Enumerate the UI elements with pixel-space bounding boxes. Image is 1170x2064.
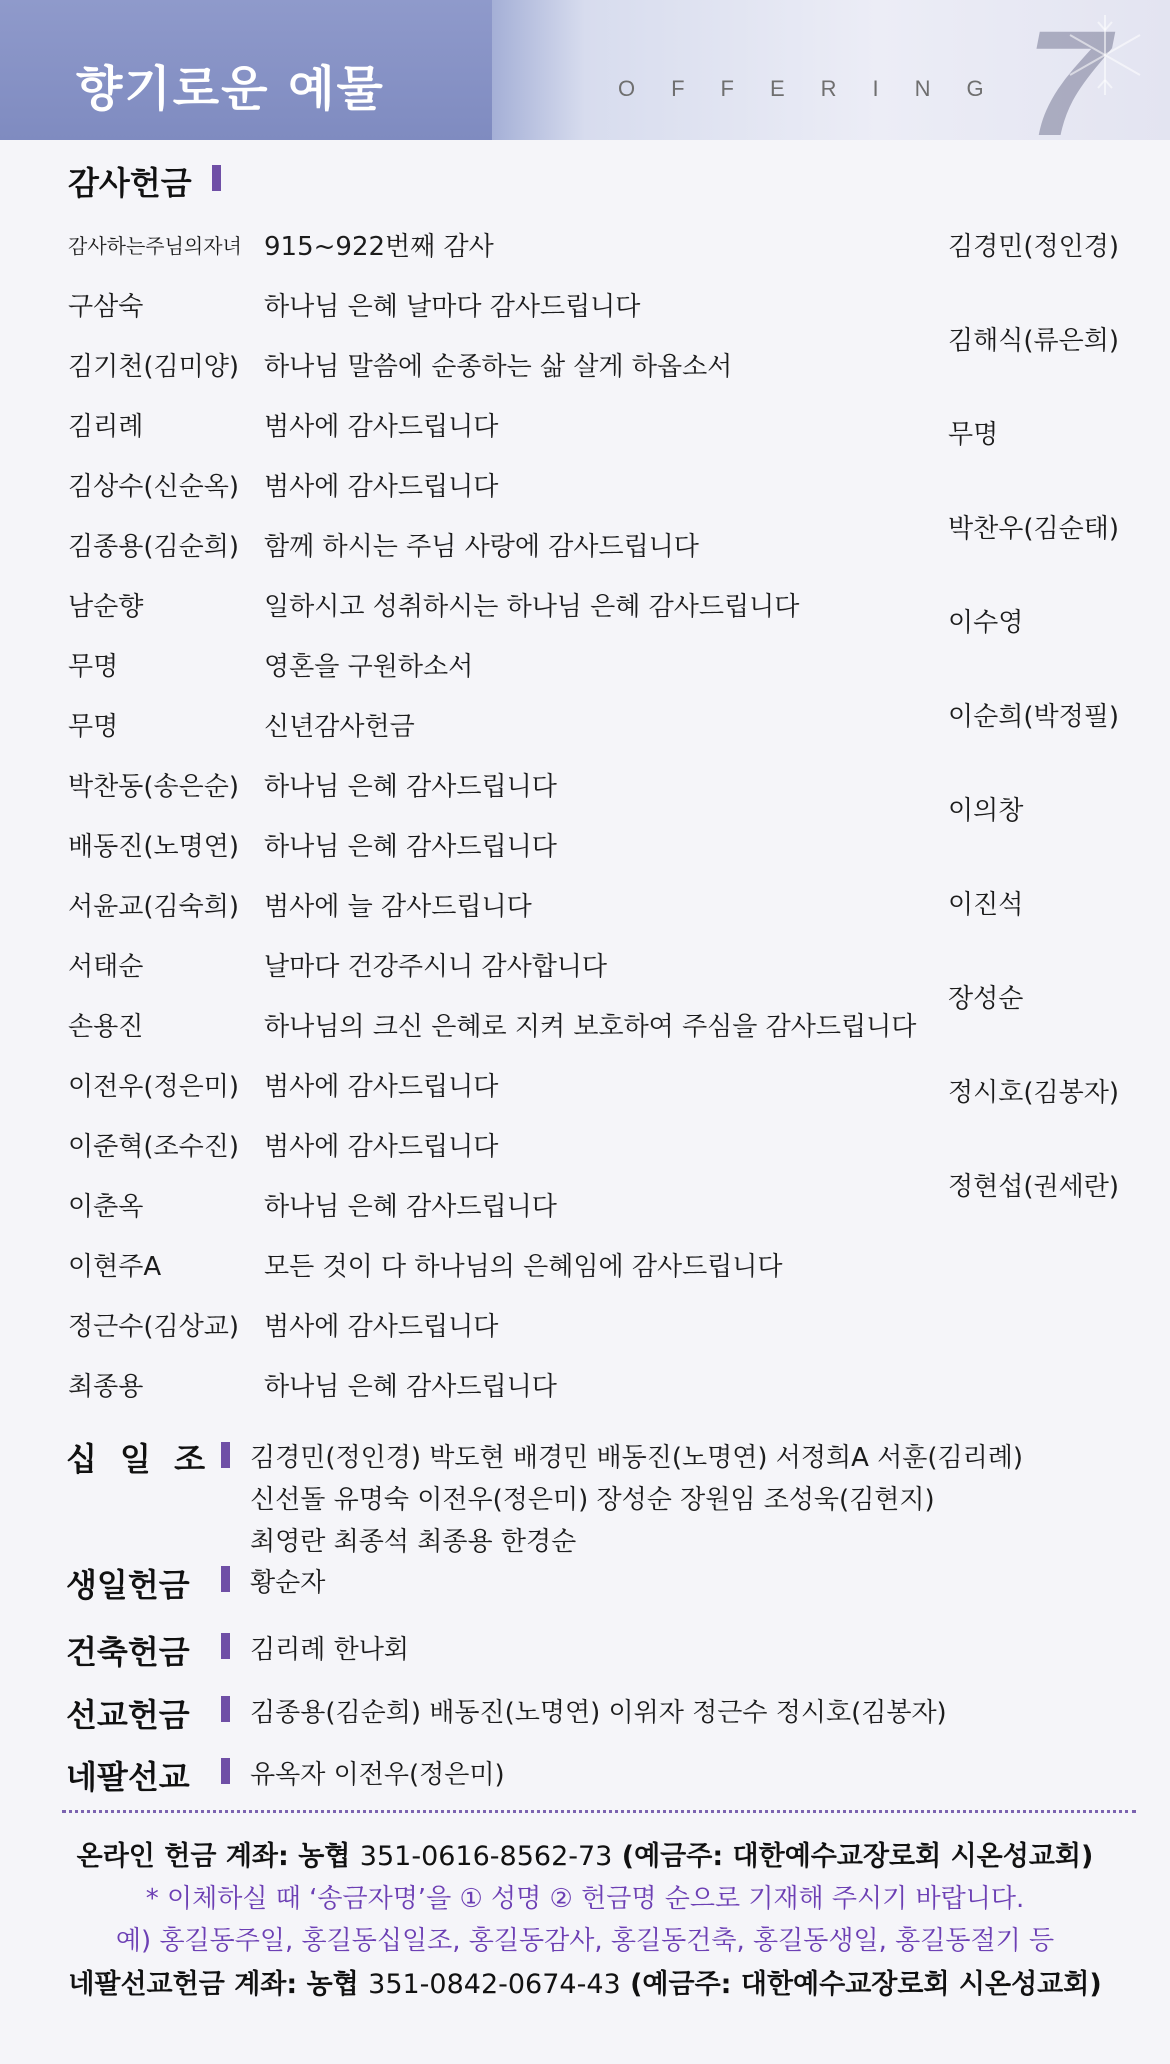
tithe-section-title: 십 일 조 bbox=[66, 1440, 212, 1478]
thanks-right-name: 정시호(김봉자) bbox=[948, 1078, 1119, 1108]
offering-label: OFFERING bbox=[618, 76, 1020, 101]
thanks-row-name: 남순향 bbox=[68, 592, 144, 622]
nepal-account-label: 네팔선교헌금 계좌: 농협 bbox=[68, 1969, 359, 2000]
nepal-account-number: 351-0842-0674-43 bbox=[368, 1969, 621, 2000]
snowflake-icon bbox=[1060, 10, 1150, 100]
thanks-row-message: 범사에 감사드립니다 bbox=[264, 472, 499, 502]
thanks-right-name: 이의창 bbox=[948, 796, 1024, 826]
thanks-row-name: 김기천(김미양) bbox=[68, 352, 239, 382]
thanks-row-name: 정근수(김상교) bbox=[68, 1312, 239, 1342]
nepal-names: 유옥자 이전우(정은미) bbox=[250, 1760, 505, 1790]
thanks-right-name: 정현섭(권세란) bbox=[948, 1172, 1119, 1202]
thanks-row-name: 최종용 bbox=[68, 1372, 144, 1402]
thanks-row-name: 김리례 bbox=[68, 412, 144, 442]
online-account-holder: (예금주: 대한예수교장로회 시온성교회) bbox=[621, 1841, 1094, 1872]
thanks-row-name: 서윤교(김숙희) bbox=[68, 892, 239, 922]
thanks-row-message: 범사에 감사드립니다 bbox=[264, 1072, 499, 1102]
thanks-row-message: 하나님 은혜 감사드립니다 bbox=[264, 832, 557, 862]
thanks-row-message: 날마다 건강주시니 감사합니다 bbox=[264, 952, 608, 982]
nepal-title-bar bbox=[221, 1758, 230, 1784]
thanks-row-name: 서태순 bbox=[68, 952, 144, 982]
thanks-row-name: 무명 bbox=[68, 652, 119, 682]
thanks-right-name: 김해식(류은희) bbox=[948, 326, 1119, 356]
thanks-row-message: 범사에 늘 감사드립니다 bbox=[264, 892, 532, 922]
thanks-right-name: 김경민(정인경) bbox=[948, 232, 1119, 262]
thanks-row-name: 이춘옥 bbox=[68, 1192, 144, 1222]
divider bbox=[62, 1810, 1136, 1813]
thanks-title-bar bbox=[212, 165, 221, 191]
birthday-section-title: 생일헌금 bbox=[66, 1566, 190, 1604]
thanks-row-message: 하나님 말씀에 순종하는 삶 살게 하옵소서 bbox=[264, 352, 733, 382]
thanks-row-message: 영혼을 구원하소서 bbox=[264, 652, 474, 682]
page-title: 향기로운 예물 bbox=[76, 61, 385, 117]
transfer-note: * 이체하실 때 ‘송금자명’을 ① 성명 ② 헌금명 순으로 기재해 주시기 바랍니다. bbox=[145, 1884, 1025, 1914]
thanks-row-message: 하나님의 크신 은혜로 지켜 보호하여 주심을 감사드립니다 bbox=[264, 1012, 917, 1042]
thanks-row-message: 하나님 은혜 감사드립니다 bbox=[264, 772, 557, 802]
online-account-number: 351-0616-8562-73 bbox=[359, 1841, 613, 1872]
thanks-row-message: 신년감사헌금 bbox=[264, 712, 415, 742]
thanks-row-message: 범사에 감사드립니다 bbox=[264, 412, 499, 442]
building-section-title: 건축헌금 bbox=[66, 1633, 190, 1671]
thanks-row-name: 이전우(정은미) bbox=[68, 1072, 239, 1102]
online-account-line bbox=[0, 1834, 1170, 1873]
transfer-example: 예) 홍길동주일, 홍길동십일조, 홍길동감사, 홍길동건축, 홍길동생일, 홍길동절기 등 bbox=[115, 1926, 1055, 1956]
thanks-row-message: 함께 하시는 주님 사랑에 감사드립니다 bbox=[264, 532, 699, 562]
thanks-row-name: 이현주A bbox=[68, 1252, 162, 1282]
tithe-line-1: 김경민(정인경) 박도현 배경민 배동진(노명연) 서정희A 서훈(김리례) bbox=[250, 1443, 1023, 1473]
mission-section-title: 선교헌금 bbox=[66, 1696, 190, 1734]
page-number: 7 bbox=[1026, 0, 1110, 140]
thanks-row-message: 하나님 은혜 날마다 감사드립니다 bbox=[264, 292, 641, 322]
tithe-line-2: 신선돌 유명숙 이전우(정은미) 장성순 장원임 조성욱(김현지) bbox=[250, 1485, 935, 1515]
mission-names: 김종용(김순희) 배동진(노명연) 이위자 정근수 정시호(김봉자) bbox=[250, 1698, 947, 1728]
thanks-right-name: 이순희(박정필) bbox=[948, 702, 1119, 732]
thanks-row-message: 하나님 은혜 감사드립니다 bbox=[264, 1372, 557, 1402]
thanks-row-name: 이준혁(조수진) bbox=[68, 1132, 239, 1162]
thanks-row-message: 915~922번째 감사 bbox=[264, 232, 494, 262]
thanks-row-message: 모든 것이 다 하나님의 은혜임에 감사드립니다 bbox=[264, 1252, 783, 1282]
thanks-row-name: 김상수(신순옥) bbox=[68, 472, 239, 502]
tithe-title-bar bbox=[221, 1442, 230, 1468]
thanks-row-name: 박찬동(송은순) bbox=[68, 772, 239, 802]
thanks-right-name: 장성순 bbox=[948, 984, 1024, 1014]
thanks-right-name: 무명 bbox=[948, 420, 999, 450]
building-title-bar bbox=[221, 1633, 230, 1659]
thanks-right-name: 박찬우(김순태) bbox=[948, 514, 1119, 544]
thanks-row-message: 범사에 감사드립니다 bbox=[264, 1312, 499, 1342]
thanks-row-message: 일하시고 성취하시는 하나님 은혜 감사드립니다 bbox=[264, 592, 800, 622]
thanks-row-message: 범사에 감사드립니다 bbox=[264, 1132, 499, 1162]
nepal-account-line bbox=[0, 1962, 1170, 2001]
tithe-line-3: 최영란 최종석 최종용 한경순 bbox=[250, 1527, 577, 1557]
thanks-right-name: 이수영 bbox=[948, 608, 1024, 638]
mission-title-bar bbox=[221, 1696, 230, 1722]
thanks-right-name: 이진석 bbox=[948, 890, 1024, 920]
building-names: 김리례 한나회 bbox=[250, 1635, 409, 1665]
thanks-row-name: 구삼숙 bbox=[68, 292, 144, 322]
thanks-section-title: 감사헌금 bbox=[68, 164, 192, 202]
thanks-row-name: 배동진(노명연) bbox=[68, 832, 239, 862]
thanks-row-message: 하나님 은혜 감사드립니다 bbox=[264, 1192, 557, 1222]
online-account-label: 온라인 헌금 계좌: 농협 bbox=[76, 1841, 351, 1872]
nepal-section-title: 네팔선교 bbox=[66, 1758, 190, 1796]
thanks-row-name: 손용진 bbox=[68, 1012, 144, 1042]
thanks-row-name: 감사하는주님의자녀 bbox=[68, 234, 242, 258]
birthday-title-bar bbox=[221, 1566, 230, 1592]
thanks-row-name: 김종용(김순희) bbox=[68, 532, 239, 562]
birthday-names: 황순자 bbox=[250, 1568, 326, 1598]
header-banner bbox=[0, 0, 1170, 140]
thanks-row-name: 무명 bbox=[68, 712, 119, 742]
nepal-account-holder: (예금주: 대한예수교장로회 시온성교회) bbox=[630, 1969, 1102, 2000]
